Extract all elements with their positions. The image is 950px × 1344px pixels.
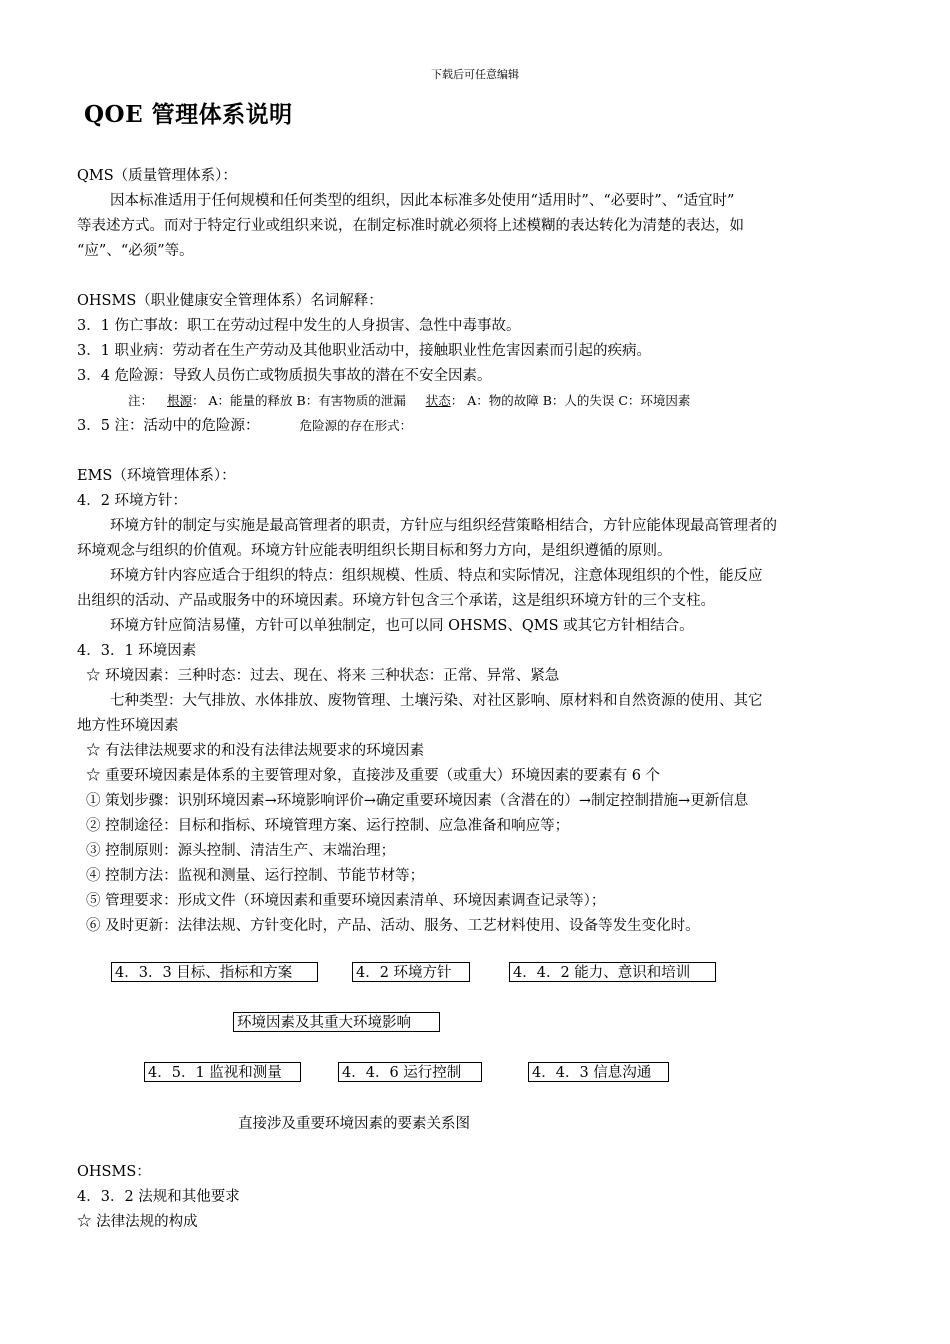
diagram-caption: 直接涉及重要环境因素的要素关系图 bbox=[238, 1116, 470, 1132]
diagram-box-operation: 4．4．6 运行控制 bbox=[338, 1062, 482, 1082]
star-item: ☆ 重要环境因素是体系的主要管理对象，直接涉及重要（或重大）环境因素的要素有 6 个 bbox=[86, 768, 661, 784]
document-title: QOE 管理体系说明 bbox=[84, 101, 293, 128]
diagram-box-policy: 4．2 环境方针 bbox=[352, 962, 470, 982]
diagram-box-competence: 4．4．2 能力、意识和培训 bbox=[509, 962, 716, 982]
hazard-note bbox=[128, 391, 690, 411]
qms-paragraph-line: 因本标准适用于任何规模和任何类型的组织，因此本标准多处使用“适用时”、“必要时”、“适宜时” bbox=[110, 193, 735, 209]
qms-paragraph-line: “应”、“必须”等。 bbox=[77, 243, 194, 259]
ohsms2-heading: OHSMS： bbox=[77, 1164, 151, 1180]
ems-paragraph-line: 环境方针应简洁易懂，方针可以单独制定，也可以同 OHSMS、QMS 或其它方针相结合。 bbox=[110, 618, 694, 634]
ems-paragraph-line: 环境方针的制定与实施是最高管理者的职责，方针应与组织经营策略相结合，方针应能体现最高管理者的 bbox=[110, 518, 777, 534]
ohsms-item: 3．4 危险源：导致人员伤亡或物质损失事故的潜在不安全因素。 bbox=[77, 368, 492, 384]
section-4-3-1: 4．3．1 环境因素 bbox=[77, 643, 197, 659]
numbered-item: ② 控制途径：目标和指标、环境管理方案、运行控制、应急准备和响应等； bbox=[86, 818, 570, 834]
star-item: ☆ 环境因素：三种时态：过去、现在、将来 三种状态：正常、异常、紧急 bbox=[86, 668, 560, 684]
ohsms-heading: OHSMS（职业健康安全管理体系）名词解释： bbox=[77, 293, 383, 309]
qms-heading: QMS（质量管理体系）： bbox=[77, 168, 237, 184]
note-state-items: ： A：物的故障 B：人的失误 C：环境因素 bbox=[450, 393, 691, 408]
ems-paragraph-line: 地方性环境因素 bbox=[77, 718, 179, 734]
numbered-item: ① 策划步骤：识别环境因素→环境影响评价→确定重要环境因素（含潜在的）→制定控制措施→更新信息 bbox=[86, 793, 749, 809]
diagram-box-monitoring: 4．5．1 监视和测量 bbox=[144, 1062, 301, 1082]
numbered-item: ④ 控制方法：监视和测量、运行控制、节能节材等； bbox=[86, 868, 425, 884]
diagram-box-center: 环境因素及其重大环境影响 bbox=[233, 1012, 440, 1032]
ohsms-item: 3．1 伤亡事故：职工在劳动过程中发生的人身损害、急性中毒事故。 bbox=[77, 318, 521, 334]
ems-paragraph-line: 出组织的活动、产品或服务中的环境因素。环境方针包含三个承诺，这是组织环境方针的三个支柱。 bbox=[77, 593, 715, 609]
ohsms-item bbox=[77, 416, 412, 436]
diagram-box-communication: 4．4．3 信息沟通 bbox=[528, 1062, 669, 1082]
section-4-3-2: 4．3．2 法规和其他要求 bbox=[77, 1189, 240, 1205]
ems-paragraph-line: 环境观念与组织的价值观。环境方针应能表明组织长期目标和努力方向，是组织遵循的原则。 bbox=[77, 543, 672, 559]
hazard-form-label: 危险源的存在形式： bbox=[299, 418, 413, 433]
numbered-item: ⑤ 管理要求：形成文件（环境因素和重要环境因素清单、环境因素调查记录等）； bbox=[86, 893, 606, 909]
ohsms-item: 3．1 职业病：劳动者在生产劳动及其他职业活动中，接触职业性危害因素而引起的疾病。 bbox=[77, 343, 652, 359]
note-state-label: 状态 bbox=[425, 393, 451, 408]
star-item: ☆ 有法律法规要求的和没有法律法规要求的环境因素 bbox=[86, 743, 425, 759]
diagram-box-objectives: 4．3．3 目标、指标和方案 bbox=[111, 962, 318, 982]
ems-heading: EMS（环境管理体系）： bbox=[77, 468, 236, 484]
ems-paragraph-line: 七种类型：大气排放、水体排放、废物管理、土壤污染、对社区影响、原材料和自然资源的使用、其它 bbox=[110, 693, 763, 709]
page-header: 下载后可任意编辑 bbox=[431, 68, 519, 81]
numbered-item: ③ 控制原则：源头控制、清洁生产、末端治理； bbox=[86, 843, 396, 859]
numbered-item: ⑥ 及时更新：法律法规、方针变化时，产品、活动、服务、工艺材料使用、设备等发生变化时。 bbox=[86, 918, 700, 934]
note-prefix: 注： bbox=[128, 393, 154, 408]
star-item: ☆ 法律法规的构成 bbox=[77, 1214, 198, 1230]
qms-paragraph-line: 等表述方式。而对于特定行业或组织来说，在制定标准时就必须将上述模糊的表达转化为清楚的表达，如 bbox=[77, 218, 744, 234]
note-root-label: 根源 bbox=[167, 393, 193, 408]
hazard-activity-label: 3．5 注：活动中的危险源： bbox=[77, 418, 260, 434]
note-root-items: ： A：能量的释放 B：有害物质的泄漏 bbox=[192, 393, 406, 408]
section-4-2: 4．2 环境方针： bbox=[77, 493, 188, 509]
ems-paragraph-line: 环境方针内容应适合于组织的特点：组织规模、性质、特点和实际情况，注意体现组织的个性，能反应 bbox=[110, 568, 763, 584]
